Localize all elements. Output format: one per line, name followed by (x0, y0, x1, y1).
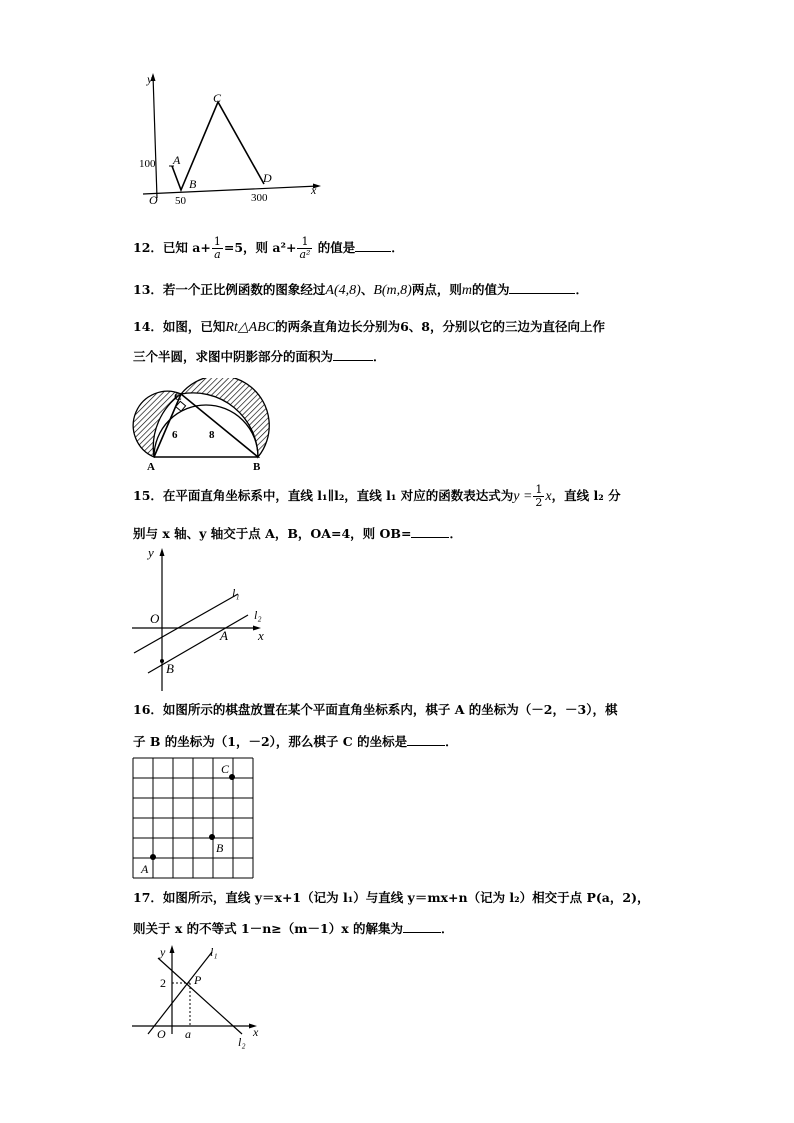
q15-end: ． (449, 526, 462, 541)
label-B: B (216, 841, 224, 855)
q12-end: ． (391, 240, 404, 255)
label-l1: l₁ (210, 945, 218, 959)
q16-line1: 16．如图所示的棋盘放置在某个平面直角坐标系内，棋子 A 的坐标为（－2，－3），棋 (133, 702, 618, 717)
frac-den: a² (299, 248, 311, 261)
question-14-line2 (133, 346, 386, 367)
label-y: y (160, 945, 166, 959)
side-8: 8 (209, 429, 215, 441)
tick-50: 50 (175, 195, 186, 207)
question-17-line2 (133, 918, 454, 939)
question-16-line2 (133, 731, 458, 752)
question-17-line1 (133, 888, 650, 908)
q13-number: 13． (133, 282, 163, 297)
x-axis (143, 186, 318, 194)
question-12 (133, 236, 404, 261)
frac-den: 2 (535, 496, 543, 509)
q15-line1b: ，直线 l₂ 分 (551, 488, 621, 503)
q17-line1: 17．如图所示，直线 y＝x+1（记为 l₁）与直线 y＝mx+n（记为 l₂）相交于点 P(a，2)， (133, 890, 650, 905)
label-x: x (258, 628, 264, 643)
q15-line1a: 15．在平面直角坐标系中，直线 l₁∥l₂，直线 l₁ 对应的函数表达式为 (133, 488, 514, 503)
tick-100: 100 (139, 158, 156, 170)
label-l2: l₂ (254, 608, 262, 622)
answer-blank[interactable] (509, 279, 575, 294)
label-D: D (263, 171, 272, 185)
piece-A (150, 854, 156, 860)
question-16-line1 (133, 700, 617, 720)
q13-text2: 两点，则 (411, 282, 462, 297)
figure-17-intersecting-lines (130, 942, 270, 1052)
frac-num: 1 (213, 235, 221, 248)
q13-text1: 若一个正比例函数的图象经过 (162, 282, 326, 297)
figure-14-semicircles (132, 378, 272, 473)
label-A: A (173, 153, 181, 167)
q13-m: m (461, 283, 472, 298)
piece-B (209, 834, 215, 840)
q17-line2: 则关于 x 的不等式 1－n≥（m－1）x 的解集为 (133, 921, 403, 936)
shaded-region-right (181, 378, 269, 457)
q15-line2: 别与 x 轴、y 轴交于点 A，B，OA=4，则 OB= (133, 526, 412, 541)
q13-sep: 、 (360, 282, 374, 297)
label-B: B (189, 177, 197, 191)
label-O: O (149, 193, 158, 207)
q12-text1: 已知 (162, 240, 188, 255)
q12-a-plus: a+ (192, 240, 211, 255)
label-2: 2 (160, 976, 166, 990)
label-O: O (150, 611, 160, 626)
frac-num: 1 (297, 236, 312, 249)
frac-den: a (214, 248, 221, 261)
q15-fraction (533, 484, 544, 509)
question-13 (133, 279, 588, 301)
figure-15-parallel-lines (130, 543, 275, 693)
label-P: P (194, 973, 202, 987)
line-l2 (158, 958, 242, 1034)
answer-blank[interactable] (403, 918, 441, 933)
question-15-line2 (133, 523, 462, 544)
q12-number: 12． (133, 240, 163, 255)
q15-y-eq: y = (513, 489, 533, 504)
label-A: A (141, 862, 149, 876)
piece-C (229, 774, 235, 780)
label-y: y (148, 545, 154, 560)
side-6: 6 (172, 429, 178, 441)
q12-text2: 的值是 (317, 240, 356, 255)
q13-end: ． (575, 282, 588, 297)
q17-end: ． (441, 921, 454, 936)
label-C: C (221, 762, 230, 776)
q14-line2: 三个半圆，求图中阴影部分的面积为 (133, 349, 334, 364)
label-B: B (253, 461, 261, 473)
q12-fraction-1 (212, 236, 223, 261)
q14-line1: 14．如图，已知 (133, 319, 226, 334)
label-B: B (166, 661, 174, 676)
q14-end: ． (373, 349, 386, 364)
label-a: a (185, 1027, 191, 1041)
q16-line2: 子 B 的坐标为（1，－2），那么棋子 C 的坐标是 (133, 734, 408, 749)
label-C: C (174, 391, 182, 403)
y-axis (153, 75, 157, 198)
label-O: O (157, 1027, 166, 1041)
answer-blank[interactable] (355, 237, 391, 252)
label-x: x (311, 183, 317, 197)
answer-blank[interactable] (407, 731, 445, 746)
q12-a2-plus: a²+ (272, 240, 297, 255)
line-l1 (148, 952, 212, 1034)
q13-text3: 的值为 (471, 282, 510, 297)
question-14-line1 (133, 317, 605, 338)
q14-line1b: 的两条直角边长分别为6、8，分别以它的三边为直径向上作 (275, 319, 605, 334)
answer-blank[interactable] (333, 346, 373, 361)
label-l2: l₂ (238, 1035, 246, 1049)
graph-line (172, 102, 264, 190)
q13-point-A: A(4,8) (325, 283, 361, 298)
q13-point-B: B(m,8) (373, 283, 412, 298)
label-x: x (253, 1025, 259, 1039)
tick-300: 300 (251, 192, 268, 204)
question-15-line1 (133, 484, 621, 509)
line-l2 (148, 615, 248, 673)
label-C: C (213, 91, 222, 105)
label-A: A (220, 628, 228, 643)
frac-num: 1 (535, 483, 543, 496)
label-A: A (147, 461, 155, 473)
label-y: y (147, 72, 153, 86)
q12-eq5: =5，则 (223, 240, 269, 255)
q16-end: ． (445, 734, 458, 749)
q15-x: x (545, 489, 552, 504)
label-l1: l₁ (232, 586, 240, 600)
figure-top-graph (135, 70, 325, 210)
q12-fraction-2 (297, 236, 312, 261)
figure-16-chessboard (130, 756, 256, 881)
answer-blank[interactable] (411, 523, 449, 538)
grid-lines (133, 758, 253, 878)
q14-rt-triangle: Rt△ABC (225, 320, 276, 335)
